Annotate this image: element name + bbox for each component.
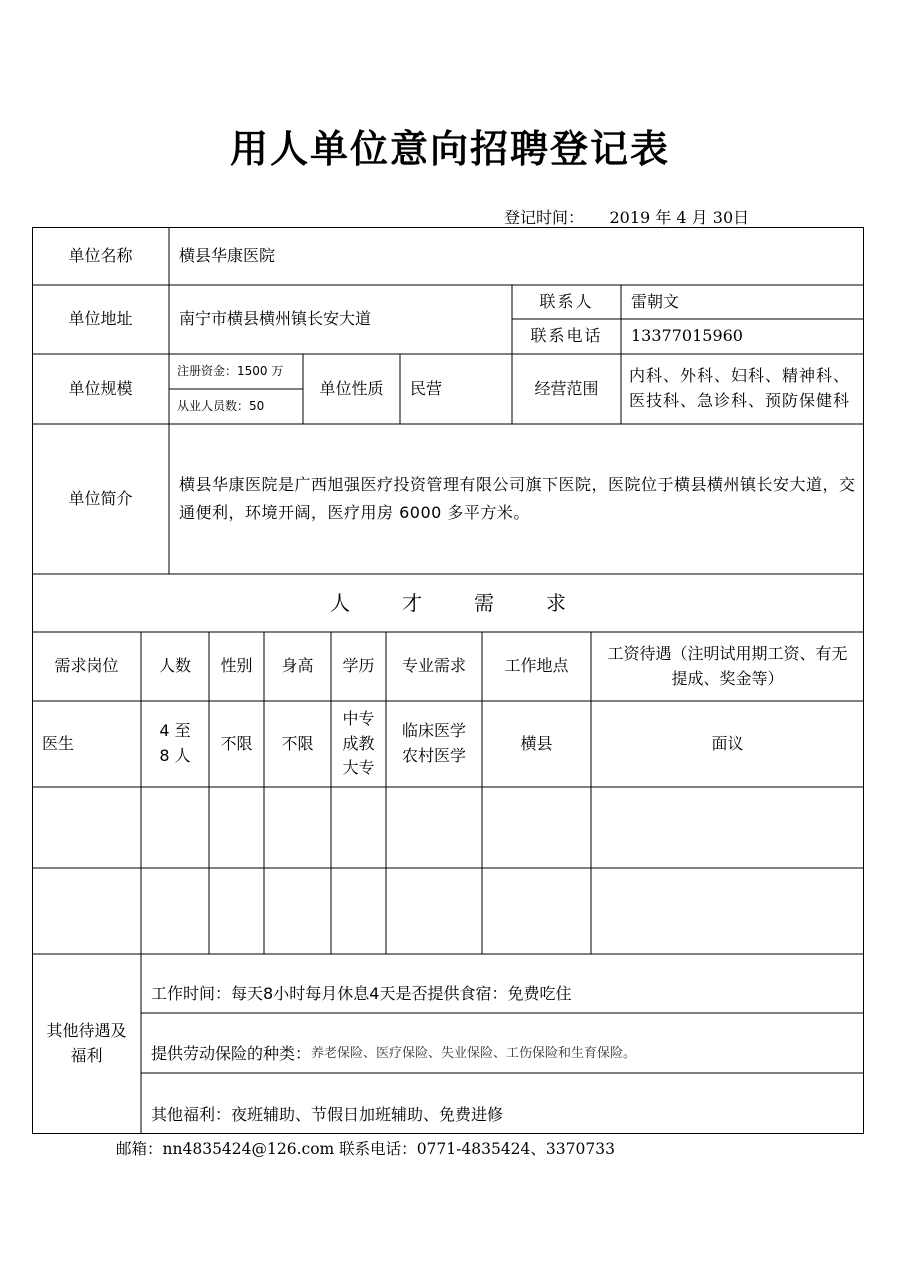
unit-name-label: 单位名称 (68, 245, 133, 265)
row-major: 临床医学农村医学 (401, 721, 466, 765)
contact-label: 联系人 (539, 291, 594, 311)
header-education: 学历 (342, 656, 375, 676)
header-height: 身高 (281, 656, 314, 676)
insurance-line: 提供劳动保险的种类： 养老保险、医疗保险、失业保险、工伤保险和生育保险。 (151, 1043, 637, 1063)
row-salary: 面议 (711, 733, 744, 753)
phone-value: 13377015960 (631, 326, 743, 346)
scope-value: 内科、外科、妇科、精神科、医技科、急诊科、预防保健科 (629, 366, 851, 410)
row-location: 横县 (520, 733, 553, 753)
header-major: 专业需求 (401, 656, 466, 676)
scale-label: 单位规模 (68, 378, 133, 398)
benefits-label: 其他待遇及福利 (46, 1021, 127, 1065)
row-post: 医生 (42, 733, 75, 753)
page-title: 用人单位意向招聘登记表 (229, 126, 670, 171)
row-height: 不限 (281, 733, 314, 753)
row-gender: 不限 (220, 733, 253, 753)
registration-table (32, 227, 864, 1134)
footer-phones: 0771-4835424、3370733 (416, 1140, 615, 1158)
header-salary: 工资待遇（注明试用期工资、有无提成、奖金等） (607, 643, 848, 688)
other-benefits-line: 其他福利： 夜班辅助、节假日加班辅助、免费进修 (151, 1105, 504, 1125)
intro-value: 横县华康医院是广西旭强医疗投资管理有限公司旗下医院，医院位于横县横州镇长安大道，交通便利，环境开阔，医疗用房 6000 多平方米。 (179, 475, 856, 522)
work-time-line: 工作时间： 每天 8 小时 每月休息 4 天 是否提供食宿： 免费吃住 (151, 984, 572, 1004)
intro-label: 单位简介 (68, 488, 133, 508)
address-label: 单位地址 (68, 309, 133, 329)
header-post: 需求岗位 (54, 656, 119, 676)
header-gender: 性别 (220, 656, 253, 676)
header-location: 工作地点 (504, 656, 569, 676)
talent-heading: 人才需求 (330, 590, 618, 615)
register-label: 登记时间： (504, 208, 585, 227)
row-education: 中专成教大专 (342, 708, 375, 778)
footer-email: nn4835424@126.com (162, 1140, 335, 1158)
row-count: 4 至 8 人 (159, 721, 191, 765)
contact-value: 雷朝文 (631, 291, 680, 311)
address-value: 南宁市横县横州镇长安大道 (179, 309, 372, 329)
header-count: 人数 (158, 656, 191, 676)
nature-label: 单位性质 (319, 378, 384, 398)
capital-value: 注册资金：1500 万 (177, 364, 284, 379)
unit-name-value: 横县华康医院 (179, 245, 276, 265)
staff-value: 从业人员数：50 (177, 399, 265, 414)
footer-contact: 邮箱：nn4835424@126.com 联系电话：0771-4835424、3370733 (116, 1140, 615, 1158)
register-date: 登记时间： 2019 年 4 月 30日 (504, 208, 750, 227)
nature-value: 民营 (410, 378, 443, 398)
phone-label: 联系电话 (530, 326, 603, 346)
scope-label: 经营范围 (534, 378, 599, 398)
